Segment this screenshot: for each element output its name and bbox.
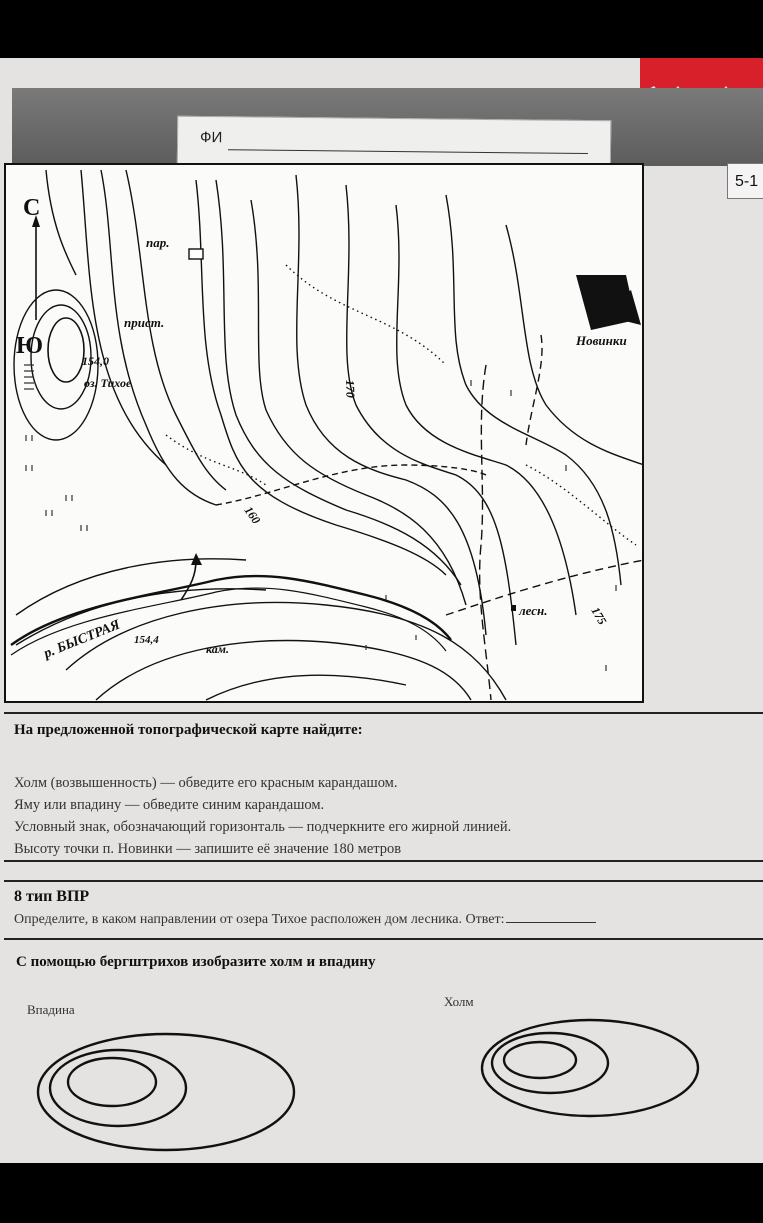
depression-contours [38,1034,294,1150]
task-item-hill: Холм (возвышенность) — обведите его красным карандашом. [14,775,398,791]
compass-north: С [23,195,41,221]
hill-label: Холм [444,994,474,1009]
task-title: На предложенной топографической карте найдите: [14,722,363,738]
answer-field[interactable] [506,922,596,923]
vpr-section [4,880,763,940]
label-river-elevation: 154,4 [134,634,159,646]
worksheet-sheet [0,58,763,1163]
variant-tag: 5-1 [727,163,763,199]
label-stones: кам. [206,642,230,656]
task-list [14,772,511,860]
hill-contours [482,1020,698,1116]
label-lake-elevation: 154,0 [82,354,109,368]
vpr-question [14,912,596,928]
label-forester-house: лесн. [519,603,548,618]
task-item-contour-sign: Условный знак, обозначающий горизонталь — подчеркните его жирной линией. [14,819,512,835]
header-band [12,88,763,166]
depression-label: Впадина [27,1002,75,1017]
vpr-title: 8 тип ВПР [14,888,90,905]
label-river-name: р. БЫСТРАЯ [41,617,123,662]
compass-south: Ю [16,333,44,359]
label-contour-170: 170 [343,379,358,399]
map-graphic [6,165,644,703]
topographic-map [4,163,644,703]
name-line [228,149,588,154]
label-contour-175: 175 [588,604,610,628]
task-section [4,712,763,862]
label-contour-160: 160 [241,503,264,527]
label-ferry: пар. [146,235,170,250]
label-pier: прист. [124,315,165,330]
label-lake-name: оз. Тихое [84,376,132,390]
label-village: Новинки [576,333,627,348]
task-item-elevation: Высоту точки п. Новинки — запишите её значение 180 метров [14,841,402,857]
hachure-task-title: С помощью бергштрихов изобразите холм и впадину [16,954,376,970]
task-item-depression: Яму или впадину — обведите синим карандашом. [14,797,325,813]
vpr-question-text: Определите, в каком направлении от озера Тихое расположен дом лесника. Ответ: [14,912,505,927]
name-label: ФИ [200,128,223,147]
